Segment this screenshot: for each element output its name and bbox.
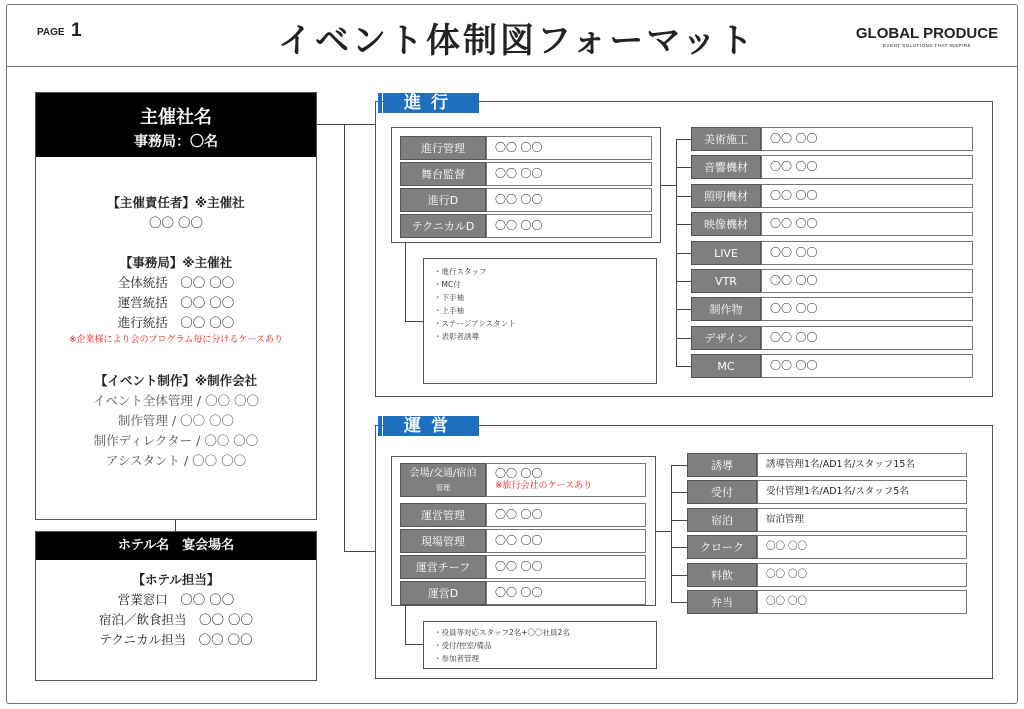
connector-line	[676, 139, 691, 140]
note-item: ・参加者管理	[434, 654, 479, 663]
connector-line	[676, 167, 691, 168]
role-label: 舞台監督	[400, 162, 486, 186]
role-value	[486, 463, 646, 497]
page-title: イベント体制図フォーマット	[278, 21, 756, 61]
hotel-body	[36, 570, 316, 650]
connector-line	[676, 366, 691, 367]
notes-list	[434, 265, 516, 343]
production-heading: 【イベント制作】※制作会社	[94, 373, 258, 388]
production-row: アシスタント / 〇〇 〇〇	[105, 453, 247, 468]
role-value: 〇〇 〇〇	[486, 529, 646, 553]
organizer-body	[36, 193, 316, 471]
connector-line	[405, 243, 406, 321]
note-item: ・表彰者誘導	[434, 332, 479, 341]
role-label: 受付	[687, 480, 757, 504]
role-value: 〇〇 〇〇	[757, 535, 967, 559]
responsible-value: 〇〇 〇〇	[149, 215, 203, 230]
progress-notes	[423, 258, 657, 384]
role-label: MC	[691, 354, 761, 378]
page-number: 1	[71, 20, 82, 41]
role-label: デザイン	[691, 326, 761, 350]
role-value: 誘導管理1名/AD1名/スタッフ15名	[757, 453, 967, 477]
office-note: ※企業様により会のプログラム毎に分けるケースあり	[68, 335, 283, 345]
organizer-header	[36, 93, 316, 157]
logo-tagline: EVENT SOLUTIONS THAT INSPIRE	[883, 43, 971, 48]
office-row: 全体統括 〇〇 〇〇	[117, 275, 235, 290]
company-logo	[852, 25, 1002, 48]
role-value: 〇〇 〇〇	[761, 269, 973, 293]
hotel-row: テクニカル担当 〇〇 〇〇	[99, 632, 253, 647]
organizer-office: 事務局：〇名	[134, 134, 218, 150]
role-label: 宿泊	[687, 508, 757, 532]
production-row: 制作ディレクター / 〇〇 〇〇	[93, 433, 259, 448]
page-label: PAGE	[37, 27, 65, 38]
organizer-box	[35, 92, 317, 520]
role-value: 〇〇 〇〇	[761, 212, 973, 236]
hotel-heading: 【ホテル担当】	[132, 572, 220, 587]
connector-line	[344, 551, 375, 552]
role-label: 運営D	[400, 581, 486, 605]
connector-line	[405, 606, 406, 644]
connector-line	[671, 465, 672, 602]
role-label: 料飲	[687, 563, 757, 587]
role-label-line: 会場/交通/宿泊	[409, 468, 477, 479]
role-value: 〇〇 〇〇	[757, 563, 967, 587]
role-label: 運営管理	[400, 503, 486, 527]
responsible-heading: 【主催責任者】※主催社	[107, 195, 245, 210]
role-label: 制作物	[691, 297, 761, 321]
connector-line	[671, 575, 687, 576]
role-label: 運営チーフ	[400, 555, 486, 579]
operation-notes	[423, 621, 657, 669]
role-label-line: 管理	[436, 484, 450, 492]
connector-line	[671, 547, 687, 548]
note-item: ・上手袖	[434, 306, 464, 315]
role-value: 〇〇 〇〇	[761, 297, 973, 321]
role-label: 照明機材	[691, 184, 761, 208]
role-label: テクニカルD	[400, 214, 486, 238]
hotel-box	[35, 531, 317, 681]
role-label: 弁当	[687, 590, 757, 614]
role-value: 〇〇 〇〇	[486, 581, 646, 605]
connector-line	[671, 602, 687, 603]
connector-line	[344, 124, 345, 551]
role-value: 〇〇 〇〇	[761, 127, 973, 151]
hotel-row: 営業窓口 〇〇 〇〇	[117, 592, 235, 607]
connector-line	[676, 224, 691, 225]
connector-line	[661, 185, 676, 186]
role-label: クローク	[687, 535, 757, 559]
role-value: 〇〇 〇〇	[486, 162, 652, 186]
operation-main-group	[391, 456, 656, 606]
role-value: 受付管理1名/AD1名/スタッフ5名	[757, 480, 967, 504]
role-value: 〇〇 〇〇	[761, 184, 973, 208]
organizer-name: 主催社名	[140, 107, 212, 128]
connector-line	[676, 309, 691, 310]
role-label: VTR	[691, 269, 761, 293]
role-label	[400, 463, 486, 497]
progress-main-group	[391, 127, 661, 243]
connector-line	[676, 253, 691, 254]
operation-title: 運営	[383, 416, 479, 436]
office-row: 進行統括 〇〇 〇〇	[117, 315, 235, 330]
role-label: 美術施工	[691, 127, 761, 151]
role-value: 〇〇 〇〇	[761, 241, 973, 265]
role-value: 〇〇 〇〇	[486, 136, 652, 160]
progress-title: 進行	[383, 93, 479, 113]
role-label: 進行D	[400, 188, 486, 212]
page-header	[7, 5, 1017, 67]
role-value-note: ※旅行会社のケースあり	[495, 481, 593, 491]
role-label: 進行管理	[400, 136, 486, 160]
role-value: 〇〇 〇〇	[761, 155, 973, 179]
role-label: 音響機材	[691, 155, 761, 179]
role-label: 映像機材	[691, 212, 761, 236]
connector-line	[405, 321, 423, 322]
connector-line	[676, 338, 691, 339]
connector-line	[671, 520, 687, 521]
note-item: ・進行スタッフ	[434, 267, 487, 276]
office-heading: 【事務局】※主催社	[119, 255, 233, 270]
role-value: 宿泊管理	[757, 508, 967, 532]
note-item: ・役員等対応スタッフ2名+〇〇社員2名	[434, 628, 570, 637]
office-row: 運営統括 〇〇 〇〇	[117, 295, 235, 310]
production-row: 制作管理 / 〇〇 〇〇	[117, 413, 235, 428]
role-value: 〇〇 〇〇	[761, 326, 973, 350]
connector-line	[671, 465, 687, 466]
org-chart-page	[6, 4, 1018, 704]
connector-line	[175, 519, 176, 531]
role-value: 〇〇 〇〇	[761, 354, 973, 378]
note-item: ・ステージアシスタント	[434, 319, 516, 328]
role-value-text: 〇〇 〇〇	[495, 467, 543, 480]
logo-main-text: GLOBAL PRODUCE	[855, 25, 999, 42]
role-value: 〇〇 〇〇	[486, 214, 652, 238]
role-label: 誘導	[687, 453, 757, 477]
note-item: ・下手袖	[434, 293, 464, 302]
connector-line	[405, 644, 423, 645]
production-row: イベント全体管理 / 〇〇 〇〇	[92, 393, 260, 408]
role-value: 〇〇 〇〇	[486, 555, 646, 579]
hotel-row: 宿泊／飲食担当 〇〇 〇〇	[99, 612, 253, 627]
connector-line	[671, 492, 687, 493]
connector-line	[656, 531, 671, 532]
role-value: 〇〇 〇〇	[486, 188, 652, 212]
connector-line	[317, 124, 375, 125]
connector-line	[676, 281, 691, 282]
role-value: 〇〇 〇〇	[757, 590, 967, 614]
hotel-name: ホテル名 宴会場名	[36, 532, 316, 560]
note-item: ・MC付	[434, 280, 461, 289]
connector-line	[676, 196, 691, 197]
role-label: LIVE	[691, 241, 761, 265]
role-value: 〇〇 〇〇	[486, 503, 646, 527]
role-label: 現場管理	[400, 529, 486, 553]
note-item: ・受付/控室/備品	[434, 641, 492, 650]
notes-list	[434, 626, 570, 665]
